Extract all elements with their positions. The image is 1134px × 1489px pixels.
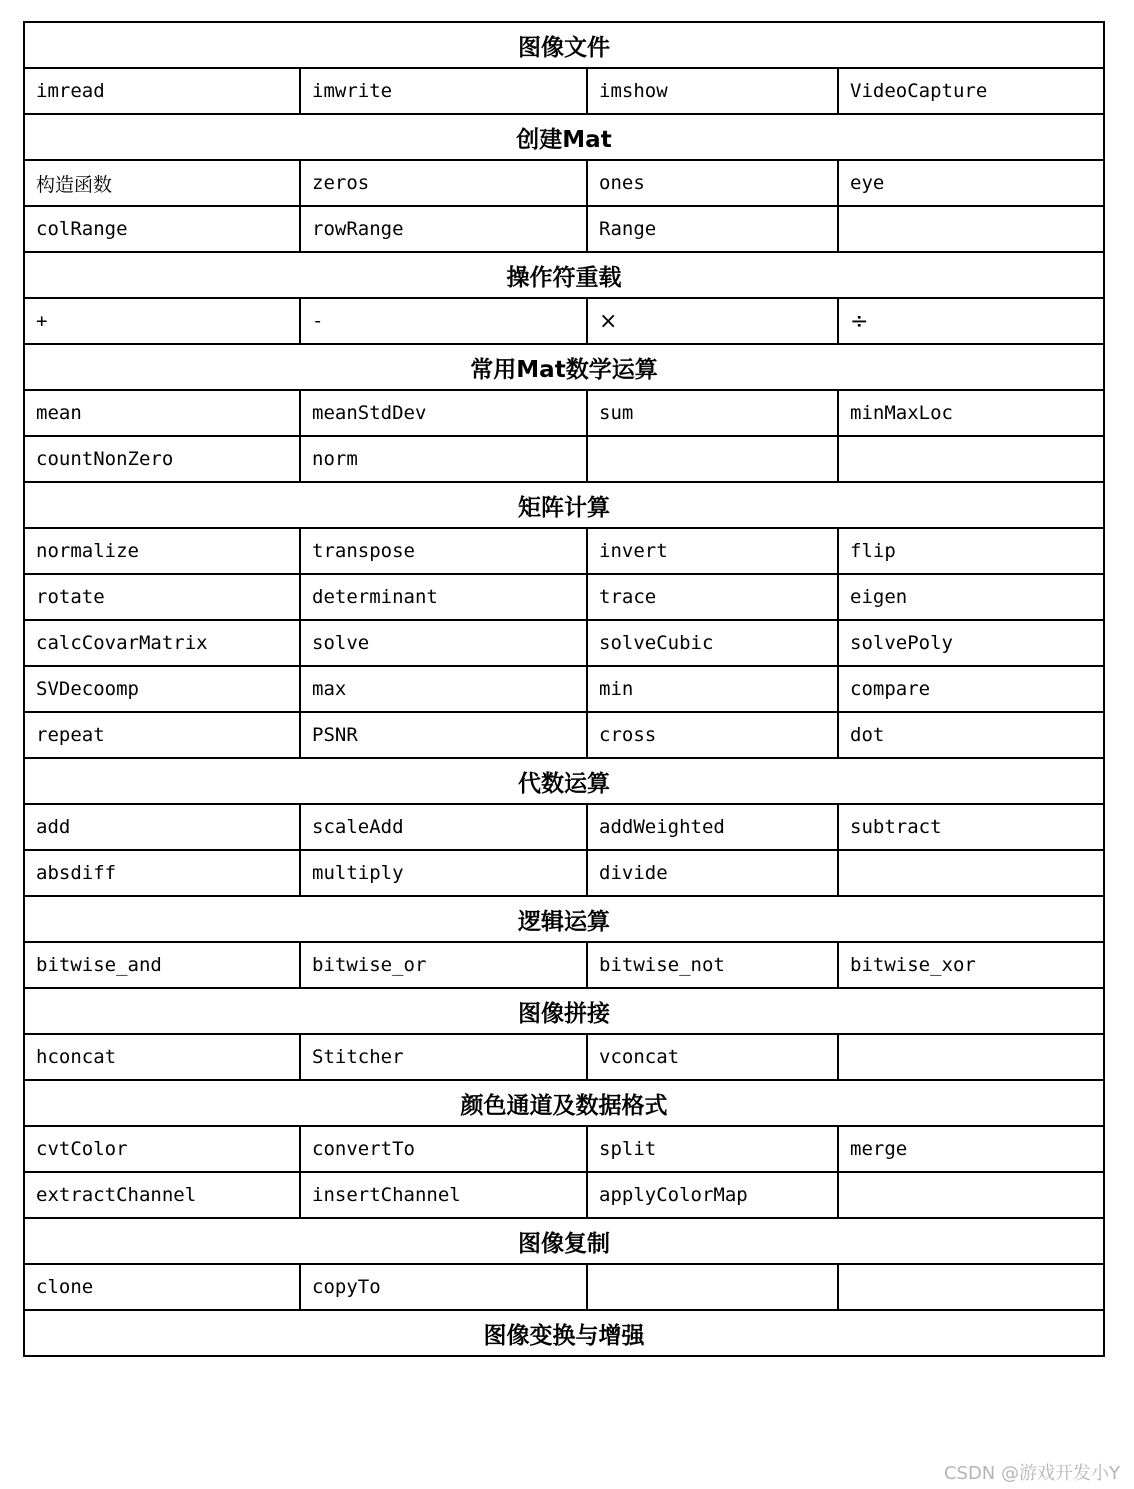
table-cell: Stitcher xyxy=(300,1034,587,1080)
table-cell: norm xyxy=(300,436,587,482)
section-header: 图像拼接 xyxy=(24,988,1104,1034)
table-cell: min xyxy=(587,666,838,712)
table-row xyxy=(24,666,1104,712)
table-cell: convertTo xyxy=(300,1126,587,1172)
table-cell: normalize xyxy=(24,528,300,574)
table-row xyxy=(24,804,1104,850)
section-header-row xyxy=(24,1310,1104,1356)
section-header: 逻辑运算 xyxy=(24,896,1104,942)
table-row xyxy=(24,574,1104,620)
table-cell: - xyxy=(300,298,587,344)
function-table-body xyxy=(24,22,1104,1356)
table-row xyxy=(24,160,1104,206)
table-cell: bitwise_not xyxy=(587,942,838,988)
section-header: 常用Mat数学运算 xyxy=(24,344,1104,390)
table-row xyxy=(24,1172,1104,1218)
table-row xyxy=(24,1126,1104,1172)
table-cell: imwrite xyxy=(300,68,587,114)
table-cell xyxy=(838,436,1104,482)
table-cell xyxy=(838,1172,1104,1218)
table-cell xyxy=(838,850,1104,896)
table-cell: multiply xyxy=(300,850,587,896)
section-header: 颜色通道及数据格式 xyxy=(24,1080,1104,1126)
table-cell: insertChannel xyxy=(300,1172,587,1218)
table-cell: Range xyxy=(587,206,838,252)
table-cell: imshow xyxy=(587,68,838,114)
section-header: 创建Mat xyxy=(24,114,1104,160)
table-row xyxy=(24,298,1104,344)
section-header-row xyxy=(24,988,1104,1034)
table-cell: rotate xyxy=(24,574,300,620)
table-cell: solvePoly xyxy=(838,620,1104,666)
section-header-row xyxy=(24,114,1104,160)
table-cell: flip xyxy=(838,528,1104,574)
table-row xyxy=(24,206,1104,252)
table-row xyxy=(24,850,1104,896)
table-cell: colRange xyxy=(24,206,300,252)
table-cell: meanStdDev xyxy=(300,390,587,436)
section-header: 代数运算 xyxy=(24,758,1104,804)
table-row xyxy=(24,68,1104,114)
table-cell: applyColorMap xyxy=(587,1172,838,1218)
table-cell: vconcat xyxy=(587,1034,838,1080)
table-cell: mean xyxy=(24,390,300,436)
table-cell: zeros xyxy=(300,160,587,206)
section-header-row xyxy=(24,1080,1104,1126)
table-row xyxy=(24,1264,1104,1310)
table-cell: solve xyxy=(300,620,587,666)
function-table xyxy=(23,21,1105,1357)
table-cell: PSNR xyxy=(300,712,587,758)
section-header-row xyxy=(24,344,1104,390)
table-cell: invert xyxy=(587,528,838,574)
table-cell: cross xyxy=(587,712,838,758)
table-cell: split xyxy=(587,1126,838,1172)
table-cell: absdiff xyxy=(24,850,300,896)
table-cell: merge xyxy=(838,1126,1104,1172)
table-row xyxy=(24,390,1104,436)
table-cell: hconcat xyxy=(24,1034,300,1080)
table-cell: + xyxy=(24,298,300,344)
table-cell: calcCovarMatrix xyxy=(24,620,300,666)
table-cell: bitwise_xor xyxy=(838,942,1104,988)
table-cell: cvtColor xyxy=(24,1126,300,1172)
table-cell: max xyxy=(300,666,587,712)
section-header: 图像文件 xyxy=(24,22,1104,68)
table-row xyxy=(24,620,1104,666)
table-cell: 构造函数 xyxy=(24,160,300,206)
table-cell: SVDecoomp xyxy=(24,666,300,712)
table-cell: rowRange xyxy=(300,206,587,252)
table-cell: trace xyxy=(587,574,838,620)
section-header-row xyxy=(24,22,1104,68)
table-cell: clone xyxy=(24,1264,300,1310)
table-cell: ÷ xyxy=(838,298,1104,344)
table-cell: VideoCapture xyxy=(838,68,1104,114)
table-cell: add xyxy=(24,804,300,850)
table-cell xyxy=(838,206,1104,252)
table-cell: sum xyxy=(587,390,838,436)
section-header-row xyxy=(24,482,1104,528)
table-cell: countNonZero xyxy=(24,436,300,482)
table-cell: divide xyxy=(587,850,838,896)
table-cell: solveCubic xyxy=(587,620,838,666)
table-cell: transpose xyxy=(300,528,587,574)
section-header: 图像复制 xyxy=(24,1218,1104,1264)
table-cell xyxy=(838,1034,1104,1080)
section-header-row xyxy=(24,1218,1104,1264)
table-cell: × xyxy=(587,298,838,344)
table-cell: eigen xyxy=(838,574,1104,620)
table-cell: addWeighted xyxy=(587,804,838,850)
table-cell: dot xyxy=(838,712,1104,758)
table-cell: extractChannel xyxy=(24,1172,300,1218)
section-header-row xyxy=(24,758,1104,804)
table-cell: ones xyxy=(587,160,838,206)
table-cell: repeat xyxy=(24,712,300,758)
section-header-row xyxy=(24,252,1104,298)
table-cell: determinant xyxy=(300,574,587,620)
table-cell: minMaxLoc xyxy=(838,390,1104,436)
section-header: 矩阵计算 xyxy=(24,482,1104,528)
table-row xyxy=(24,942,1104,988)
section-header: 操作符重载 xyxy=(24,252,1104,298)
table-row xyxy=(24,712,1104,758)
table-cell: imread xyxy=(24,68,300,114)
table-row xyxy=(24,528,1104,574)
table-cell: subtract xyxy=(838,804,1104,850)
table-cell xyxy=(838,1264,1104,1310)
section-header: 图像变换与增强 xyxy=(24,1310,1104,1356)
table-cell: scaleAdd xyxy=(300,804,587,850)
table-cell: eye xyxy=(838,160,1104,206)
table-row xyxy=(24,1034,1104,1080)
table-row xyxy=(24,436,1104,482)
table-cell: bitwise_and xyxy=(24,942,300,988)
table-cell: bitwise_or xyxy=(300,942,587,988)
section-header-row xyxy=(24,896,1104,942)
watermark: CSDN @游戏开发小Y xyxy=(943,1463,1120,1484)
table-cell: copyTo xyxy=(300,1264,587,1310)
table-cell xyxy=(587,436,838,482)
table-cell: compare xyxy=(838,666,1104,712)
table-cell xyxy=(587,1264,838,1310)
